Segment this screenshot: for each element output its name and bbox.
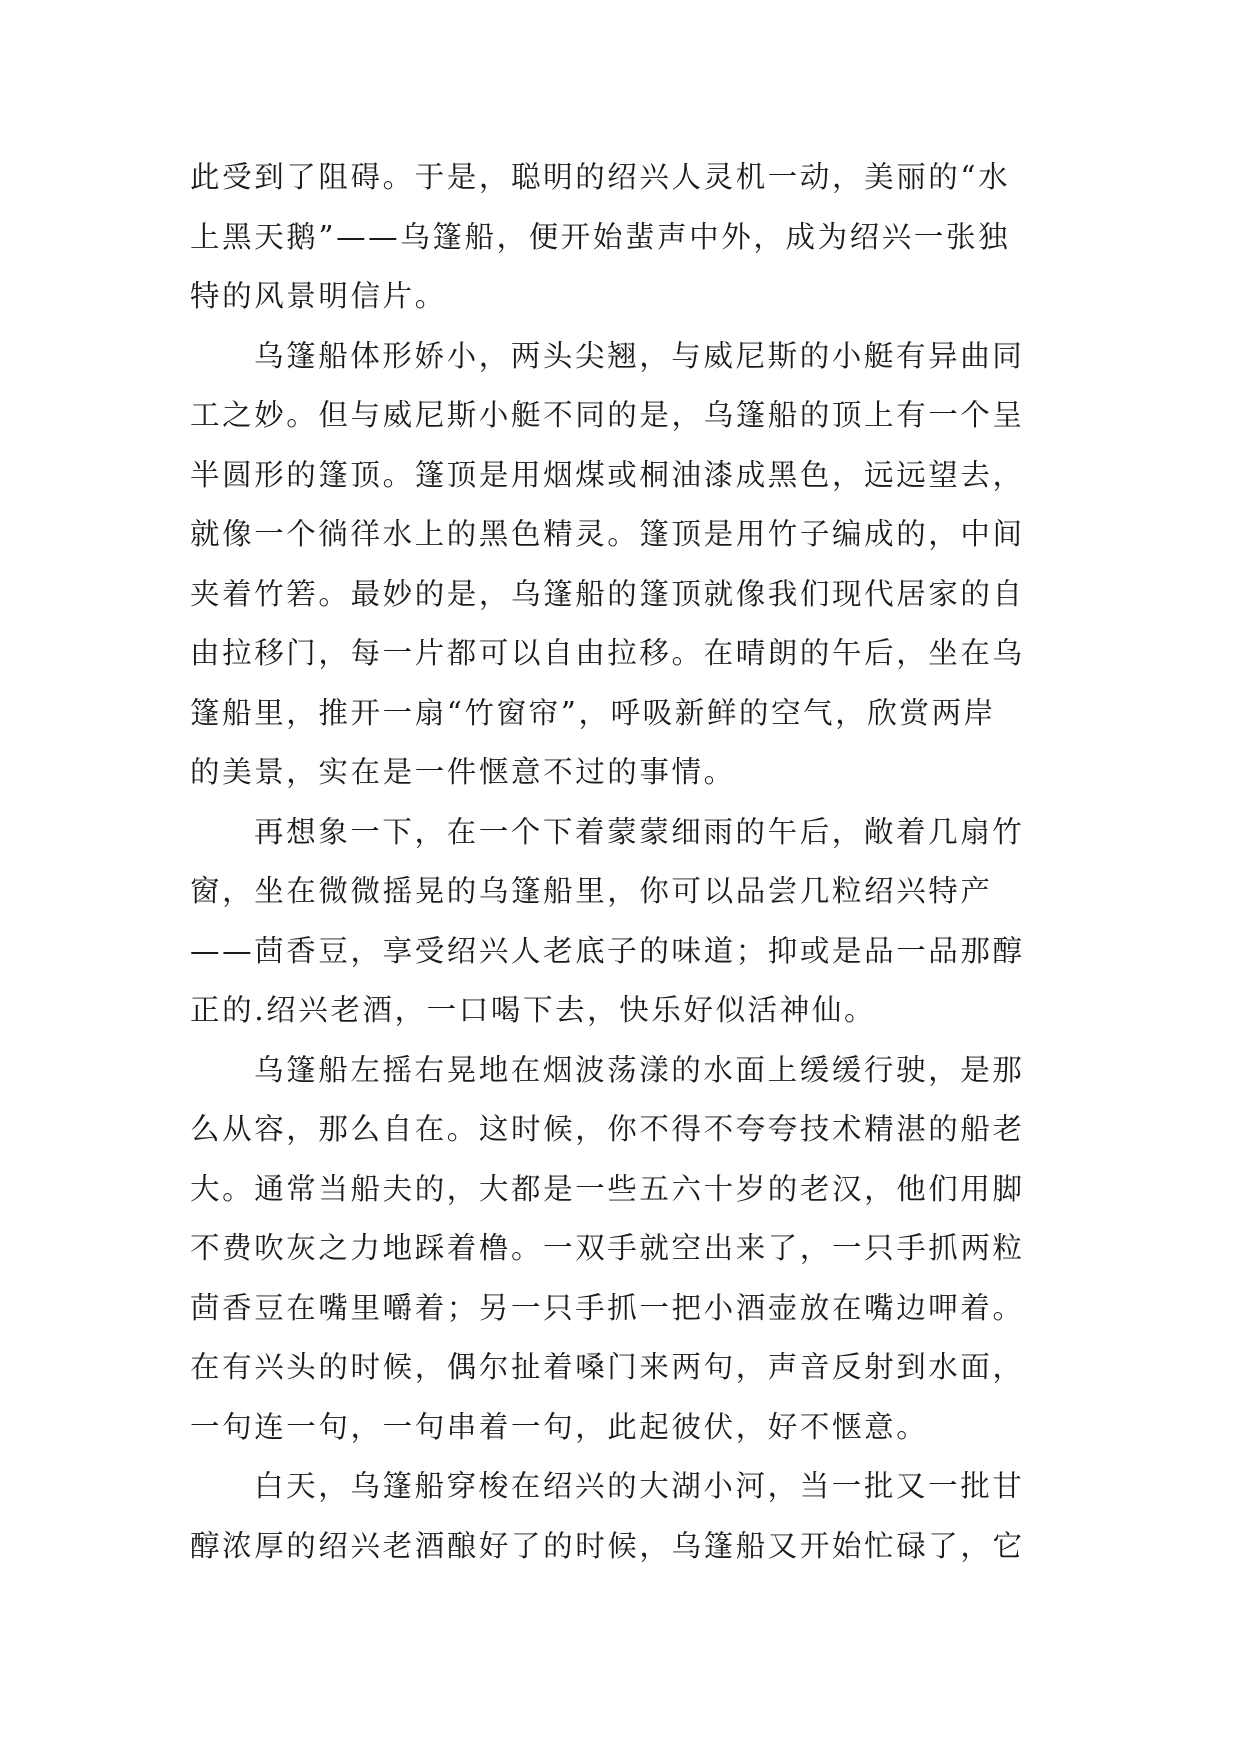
text-line: 的美景，实在是一件惬意不过的事情。: [190, 755, 736, 789]
paragraph-first-line: 乌篷船体形娇小，两头尖翘，与威尼斯的小艇有异曲同: [254, 338, 1025, 373]
paragraph-first-line: 再想象一下，在一个下着蒙蒙细雨的午后，敞着几扇竹: [254, 814, 1025, 849]
text-line: 此受到了阻碍。于是，聪明的绍兴人灵机一动，美丽的“水: [190, 160, 1011, 194]
body-text: [190, 148, 1070, 1576]
text-line: 篷船里，推开一扇“竹窗帘”，呼吸新鲜的空气，欣赏两岸: [190, 695, 996, 730]
text-line: 特的风景明信片。: [190, 279, 447, 313]
paragraph-first-line: 乌篷船左摇右晃地在烟波荡漾的水面上缓缓行驶，是那: [254, 1052, 1025, 1087]
text-line: 么从容，那么自在。这时候，你不得不夸夸技术精湛的船老: [190, 1112, 1025, 1146]
text-line: ——茴香豆，享受绍兴人老底子的味道；抑或是品一品那醇: [190, 933, 1025, 968]
text-line: 上黑天鹅”——乌篷船，便开始蜚声中外，成为绍兴一张独: [190, 219, 1011, 254]
text-line: 窗，坐在微微摇晃的乌篷船里，你可以品尝几粒绍兴特产: [190, 874, 993, 908]
text-line: 正的.绍兴老酒，一口喝下去，快乐好似活神仙。: [190, 993, 877, 1027]
text-line: 由拉移门，每一片都可以自由拉移。在晴朗的午后，坐在乌: [190, 636, 1025, 670]
text-line: 就像一个徜徉水上的黑色精灵。篷顶是用竹子编成的，中间: [190, 517, 1025, 551]
text-line: 不费吹灰之力地踩着橹。一双手就空出来了，一只手抓两粒: [190, 1231, 1025, 1265]
text-line: 一句连一句，一句串着一句，此起彼伏，好不惬意。: [190, 1409, 929, 1444]
paragraph-first-line: 白天，乌篷船穿梭在绍兴的大湖小河，当一批又一批甘: [254, 1469, 1025, 1503]
text-line: 工之妙。但与威尼斯小艇不同的是，乌篷船的顶上有一个呈: [190, 398, 1025, 432]
text-line: 半圆形的篷顶。篷顶是用烟煤或桐油漆成黑色，远远望去，: [190, 457, 1025, 492]
text-line: 夹着竹箬。最妙的是，乌篷船的篷顶就像我们现代居家的自: [190, 576, 1025, 611]
text-line: 茴香豆在嘴里嚼着；另一只手抓一把小酒壶放在嘴边呷着。: [190, 1290, 1025, 1325]
text-line: 大。通常当船夫的，大都是一些五六十岁的老汉，他们用脚: [190, 1171, 1025, 1206]
text-line: 醇浓厚的绍兴老酒酿好了的时候，乌篷船又开始忙碌了，它: [190, 1528, 1025, 1563]
text-line: 在有兴头的时候，偶尔扯着嗓门来两句，声音反射到水面，: [190, 1350, 1025, 1384]
